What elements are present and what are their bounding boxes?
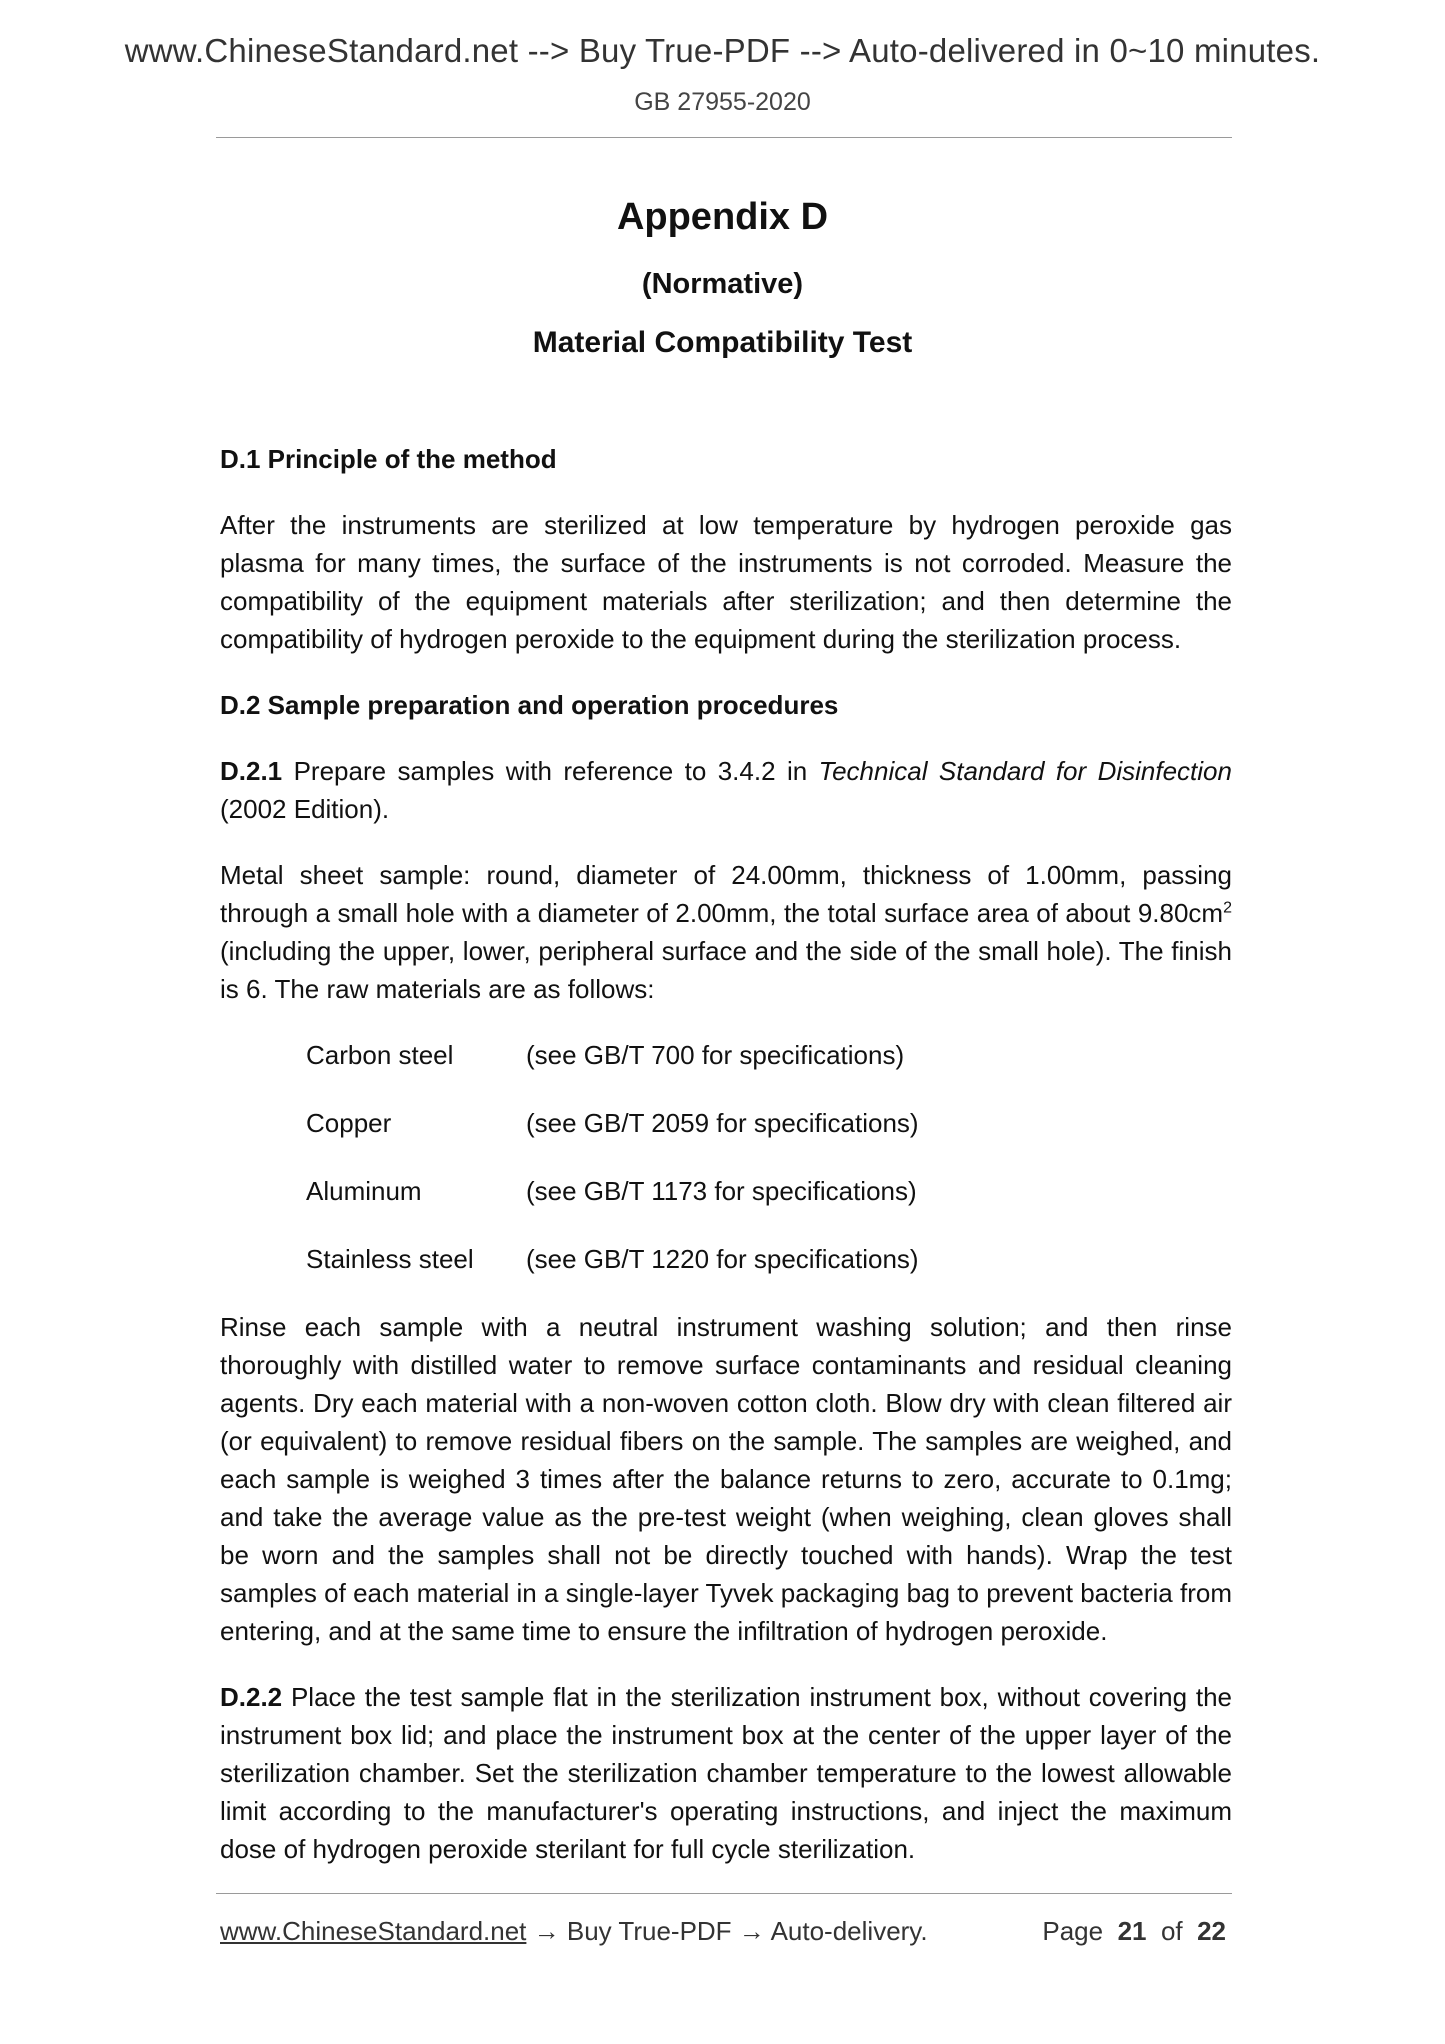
- clause-d21-number: D.2.1: [220, 756, 283, 786]
- list-item: [306, 1036, 1232, 1074]
- metal-text-a: Metal sheet sample: round, diameter of 24.00mm, thickness of 1.00mm, passing through a small hole with a diameter of 2.00mm, the total surface area of about 9.80cm: [220, 860, 1232, 928]
- clause-d22-number: D.2.2: [220, 1682, 283, 1712]
- material-spec: (see GB/T 700 for specifications): [526, 1040, 905, 1070]
- material-spec: (see GB/T 1220 for specifications): [526, 1244, 919, 1274]
- footer-text: → Buy True-PDF → Auto-delivery.: [526, 1916, 928, 1946]
- appendix-title: Appendix D: [616, 196, 829, 238]
- footer-divider: [216, 1893, 1232, 1894]
- footer-link[interactable]: www.ChineseStandard.net: [220, 1916, 527, 1946]
- section-d1-heading: D.1 Principle of the method: [220, 444, 557, 474]
- clause-d22-paragraph: [220, 1678, 1232, 1868]
- page-total: 22: [1197, 1916, 1226, 1946]
- list-item: [306, 1104, 1232, 1142]
- footer-left: [220, 1916, 928, 1947]
- page-of: of: [1160, 1916, 1183, 1946]
- page-footer: [220, 1916, 1226, 1947]
- clause-d21-text-b: (2002 Edition).: [220, 794, 390, 824]
- page-current: 21: [1117, 1916, 1147, 1946]
- document-body: [220, 440, 1232, 1896]
- metal-sample-paragraph: [220, 856, 1232, 1008]
- section-d2-heading: D.2 Sample preparation and operation procedures: [220, 690, 839, 720]
- material-name: Stainless steel: [306, 1244, 474, 1274]
- rinse-paragraph: Rinse each sample with a neutral instrument washing solution; and then rinse thoroughly with distilled water to remove surface contaminants and residual cleaning agents. Dry each material with a non-woven cotton cloth. Blow dry with clean filtered air (or equivalent) to remove residual fibers on the sample. The samples are weighed, and each sample is weighed 3 times after the balance returns to zero, accurate to 0.1mg; and take the average value as the pre-test weight (when weighing, clean gloves shall be worn and the samples shall not be directly touched with hands). Wrap the test samples of each material in a single-layer Tyvek packaging bag to prevent bacteria from entering, and at the same time to ensure the infiltration of hydrogen peroxide.: [220, 1312, 1232, 1646]
- materials-list: [220, 1036, 1232, 1278]
- material-spec: (see GB/T 1173 for specifications): [526, 1176, 917, 1206]
- standard-code: GB 27955-2020: [634, 88, 811, 116]
- list-item: [306, 1240, 1232, 1278]
- material-name: Aluminum: [306, 1176, 422, 1206]
- header-divider: [216, 137, 1232, 138]
- clause-d21-text-a: Prepare samples with reference to 3.4.2 in: [282, 756, 819, 786]
- section-d1-paragraph: After the instruments are sterilized at low temperature by hydrogen peroxide gas plasma for many times, the surface of the instruments is not corroded. Measure the compatibility of the equipment materials after sterilization; and then determine the compatibility of hydrogen peroxide to the equipment during the sterilization process.: [220, 510, 1232, 654]
- metal-text-b: (including the upper, lower, peripheral surface and the side of the small hole). The finish is 6. The raw materials are as follows:: [220, 936, 1232, 1004]
- page-label: Page: [1042, 1916, 1104, 1946]
- metal-superscript: 2: [1223, 899, 1232, 917]
- page-indicator: [1042, 1916, 1226, 1947]
- appendix-type: (Normative): [641, 268, 804, 300]
- material-spec: (see GB/T 2059 for specifications): [526, 1108, 919, 1138]
- material-name: Carbon steel: [306, 1040, 454, 1070]
- top-banner: www.ChineseStandard.net --> Buy True-PDF --> Auto-delivered in 0~10 minutes.: [124, 32, 1321, 69]
- clause-d21-reference: Technical Standard for Disinfection: [818, 756, 1232, 786]
- material-name: Copper: [306, 1108, 392, 1138]
- clause-d22-text: Place the test sample flat in the sterilization instrument box, without covering the instrument box lid; and place the instrument box at the center of the upper layer of the sterilization chamber. Set the sterilization chamber temperature to the lowest allowable limit according to the manufacturer's operating instructions, and inject the maximum dose of hydrogen peroxide sterilant for full cycle sterilization.: [220, 1682, 1232, 1864]
- clause-d21-paragraph: [220, 752, 1232, 828]
- appendix-subject: Material Compatibility Test: [532, 326, 913, 359]
- list-item: [306, 1172, 1232, 1210]
